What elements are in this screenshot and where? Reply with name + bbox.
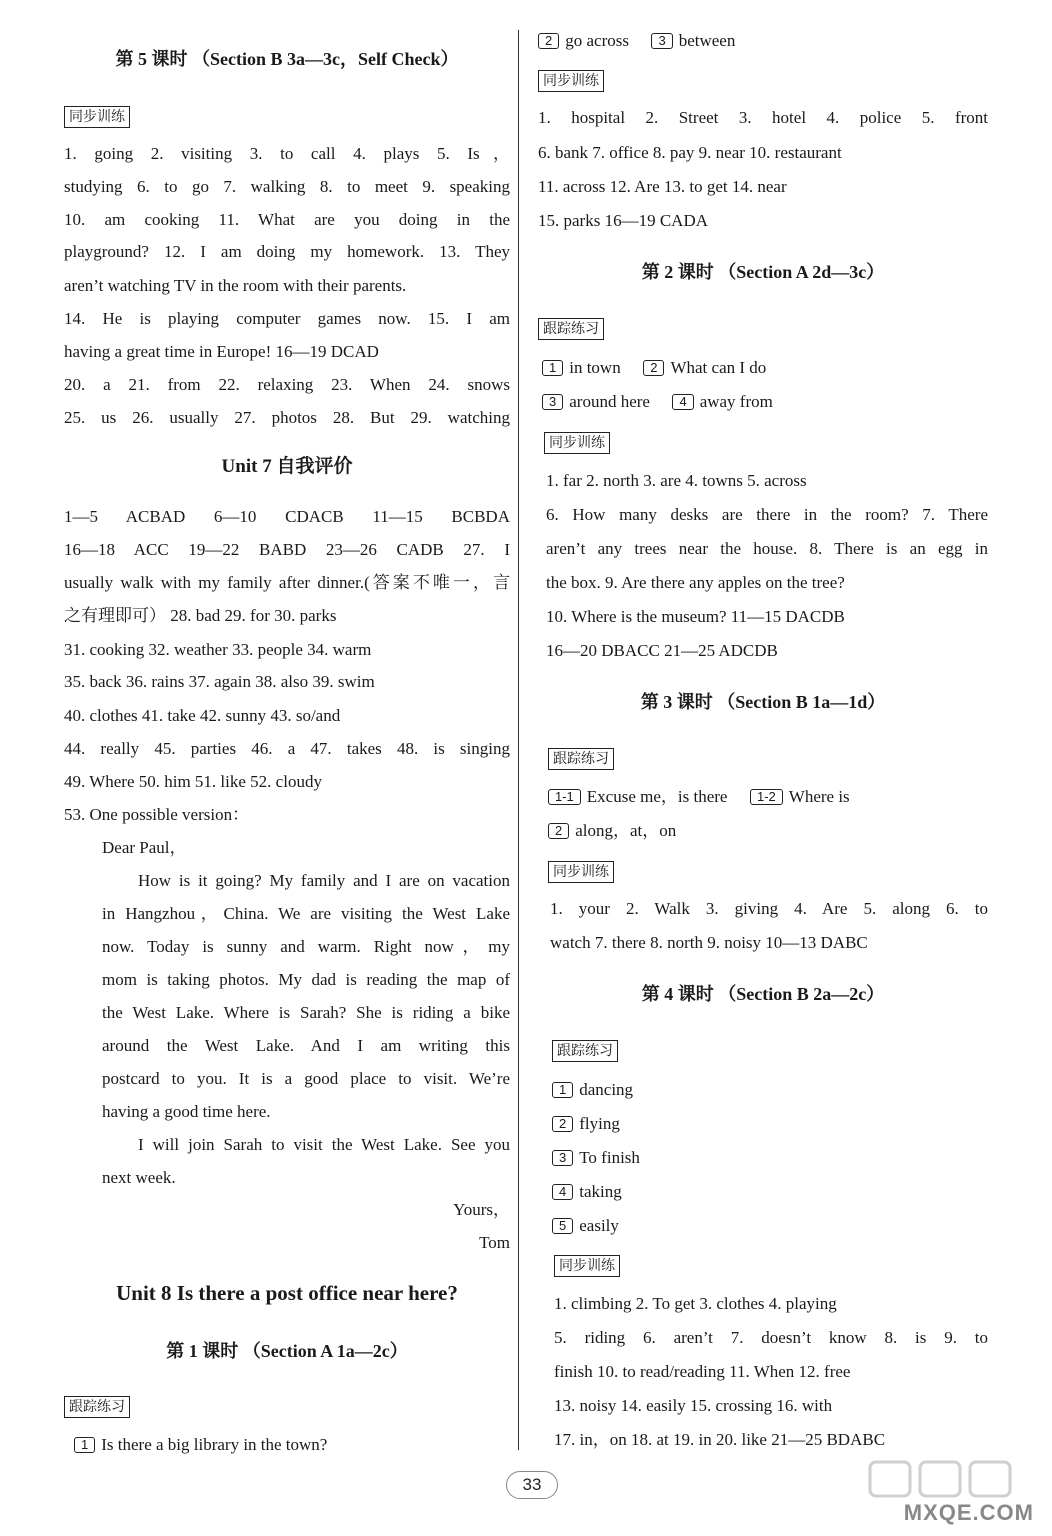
tracking-item <box>552 1114 988 1134</box>
tracking-item <box>552 1148 988 1168</box>
item-text: between <box>678 31 736 50</box>
tracking-item <box>542 358 988 378</box>
answer-line: 1. far 2. north 3. are 4. towns 5. across <box>546 471 807 490</box>
answer-line: aren’t any trees near the house. 8. There is an egg in <box>546 539 988 558</box>
letter-line: mom is taking photos. My dad is reading the map of <box>102 970 510 989</box>
unit8-title: Unit 8 Is there a post office near here? <box>116 1281 458 1305</box>
item-number-box: 1-1 <box>548 789 581 805</box>
answer-line: 1. hospital 2. Street 3. hotel 4. police 5. front <box>538 108 988 127</box>
letter-line: around the West Lake. And I am writing this <box>102 1036 510 1055</box>
tracking-item <box>538 31 988 51</box>
answer-line: aren’t watching TV in the room with their parents. <box>64 276 407 295</box>
answer-line: 53. One possible version： <box>64 805 250 824</box>
answer-line: 6. bank 7. office 8. pay 9. near 10. restaurant <box>538 143 842 162</box>
answer-line: watch 7. there 8. north 9. noisy 10—13 DABC <box>550 933 868 952</box>
letter-salutation: Dear Paul， <box>102 838 187 857</box>
answer-line: 35. back 36. rains 37. again 38. also 39. swim <box>64 672 375 691</box>
lesson5-title: 第 5 课时 （Section B 3a—3c，Self Check） <box>115 49 459 69</box>
item-number-box: 1 <box>542 360 563 376</box>
answer-line: 15. parks 16—19 CADA <box>538 211 708 230</box>
item-number-box: 2 <box>538 33 559 49</box>
answer-line: the box. 9. Are there any apples on the tree? <box>546 573 845 592</box>
answer-line: 25. us 26. usually 27. photos 28. But 29. watching <box>64 408 510 427</box>
letter-line: in Hangzhou，China. We are visiting the West Lake <box>102 904 510 923</box>
item-number-box: 2 <box>643 360 664 376</box>
answer-line: 20. a 21. from 22. relaxing 23. When 24. snows <box>64 375 510 394</box>
letter-signature: Tom <box>479 1233 510 1252</box>
answer-line: studying 6. to go 7. walking 8. to meet 9. speaking <box>64 177 510 196</box>
letter-line: I will join Sarah to visit the West Lake. See you <box>138 1135 510 1154</box>
lesson1-title: 第 1 课时 （Section A 1a—2c） <box>166 1341 408 1361</box>
item-number-box: 3 <box>552 1150 573 1166</box>
lesson2-title: 第 2 课时 （Section A 2d—3c） <box>641 262 885 282</box>
item-text: go across <box>565 31 629 50</box>
item-text: Where is <box>788 787 850 806</box>
tag-tongbu-xunlian: 同步训练 <box>554 1255 620 1277</box>
item-text: Excuse me，is there <box>586 787 728 806</box>
answer-line: 1—5 ACBAD 6—10 CDACB 11—15 BCBDA <box>64 507 510 526</box>
answer-line: 17. in，on 18. at 19. in 20. like 21—25 BDABC <box>554 1430 886 1449</box>
answer-line: 16—18 ACC 19—22 BABD 23—26 CADB 27. I <box>64 540 510 559</box>
letter-line: How is it going? My family and I are on vacation <box>138 871 510 890</box>
tracking-item <box>552 1216 988 1236</box>
answer-line: 1. going 2. visiting 3. to call 4. plays 5. Is， <box>64 144 510 163</box>
tracking-item <box>552 1080 988 1100</box>
answer-line: 44. really 45. parties 46. a 47. takes 48. is singing <box>64 739 510 758</box>
item-text: What can I do <box>670 358 767 377</box>
item-number-box: 5 <box>552 1218 573 1234</box>
tag-genzong-lianxi: 跟踪练习 <box>538 318 604 340</box>
item-number-box: 2 <box>548 823 569 839</box>
item-text: Is there a big library in the town? <box>101 1435 328 1454</box>
item-text: dancing <box>579 1080 634 1099</box>
answer-line: 10. Where is the museum? 11—15 DACDB <box>546 607 845 626</box>
answer-line: usually walk with my family after dinner.(答案不唯一，言 <box>64 573 510 592</box>
answer-line: 6. How many desks are there in the room? 7. There <box>546 505 988 524</box>
tag-tongbu-xunlian: 同步训练 <box>538 70 604 92</box>
tag-genzong-lianxi: 跟踪练习 <box>552 1040 618 1062</box>
answer-line: 14. He is playing computer games now. 15. I am <box>64 309 510 328</box>
item-text: along，at，on <box>575 821 677 840</box>
item-number-box: 2 <box>552 1116 573 1132</box>
tag-tongbu-xunlian: 同步训练 <box>544 432 610 454</box>
tag-tongbu-xunlian: 同步训练 <box>548 861 614 883</box>
tracking-item <box>542 392 988 412</box>
answer-line: playground? 12. I am doing my homework. 13. They <box>64 242 510 261</box>
tag-genzong-lianxi: 跟踪练习 <box>64 1396 130 1418</box>
item-number-box: 4 <box>552 1184 573 1200</box>
answer-line: 11. across 12. Are 13. to get 14. near <box>538 177 787 196</box>
item-text: away from <box>699 392 773 411</box>
item-number-box: 1-2 <box>750 789 783 805</box>
letter-closing: Yours， <box>453 1200 510 1219</box>
answer-line: 5. riding 6. aren’t 7. doesn’t know 8. is 9. to <box>554 1328 988 1347</box>
watermark-text: MXQE.COM <box>903 1500 1034 1525</box>
item-number-box: 1 <box>74 1437 95 1453</box>
lesson4-title: 第 4 课时 （Section B 2a—2c） <box>641 984 885 1004</box>
item-number-box: 3 <box>542 394 563 410</box>
answer-line: 16—20 DBACC 21—25 ADCDB <box>546 641 778 660</box>
lesson3-title: 第 3 课时 （Section B 1a—1d） <box>640 692 886 712</box>
column-divider <box>518 30 519 1450</box>
answer-line: 40. clothes 41. take 42. sunny 43. so/and <box>64 706 341 725</box>
letter-line: having a good time here. <box>102 1102 271 1121</box>
item-text: around here <box>569 392 650 411</box>
item-text: easily <box>579 1216 619 1235</box>
letter-line: postcard to you. It is a good place to visit. We’re <box>102 1069 510 1088</box>
answer-line: 1. your 2. Walk 3. giving 4. Are 5. along 6. to <box>550 899 988 918</box>
answer-line: 13. noisy 14. easily 15. crossing 16. with <box>554 1396 833 1415</box>
item-text: in town <box>569 358 621 377</box>
answer-line: 之有理即可） 28. bad 29. for 30. parks <box>64 606 337 625</box>
tracking-item <box>552 1182 988 1202</box>
answer-line: finish 10. to read/reading 11. When 12. free <box>554 1362 851 1381</box>
letter-line: now. Today is sunny and warm. Right now，my <box>102 937 510 956</box>
letter-line: next week. <box>102 1168 176 1187</box>
letter-line: the West Lake. Where is Sarah? She is riding a bike <box>102 1003 510 1022</box>
item-number-box: 3 <box>651 33 672 49</box>
tag-tongbu-xunlian: 同步训练 <box>64 106 130 128</box>
item-number-box: 1 <box>552 1082 573 1098</box>
tracking-item <box>548 821 988 841</box>
tag-genzong-lianxi: 跟踪练习 <box>548 748 614 770</box>
tracking-item <box>74 1435 510 1455</box>
unit7-title: Unit 7 自我评价 <box>221 456 353 477</box>
item-text: To finish <box>579 1148 640 1167</box>
answer-line: 31. cooking 32. weather 33. people 34. warm <box>64 640 372 659</box>
answer-line: 1. climbing 2. To get 3. clothes 4. playing <box>554 1294 837 1313</box>
tracking-item <box>548 787 988 807</box>
answer-line: having a great time in Europe! 16—19 DCAD <box>64 342 379 361</box>
answer-line: 10. am cooking 11. What are you doing in the <box>64 210 510 229</box>
answer-line: 49. Where 50. him 51. like 52. cloudy <box>64 772 322 791</box>
item-number-box: 4 <box>672 394 693 410</box>
item-text: flying <box>579 1114 620 1133</box>
page-number: 33 <box>506 1471 558 1499</box>
item-text: taking <box>579 1182 622 1201</box>
